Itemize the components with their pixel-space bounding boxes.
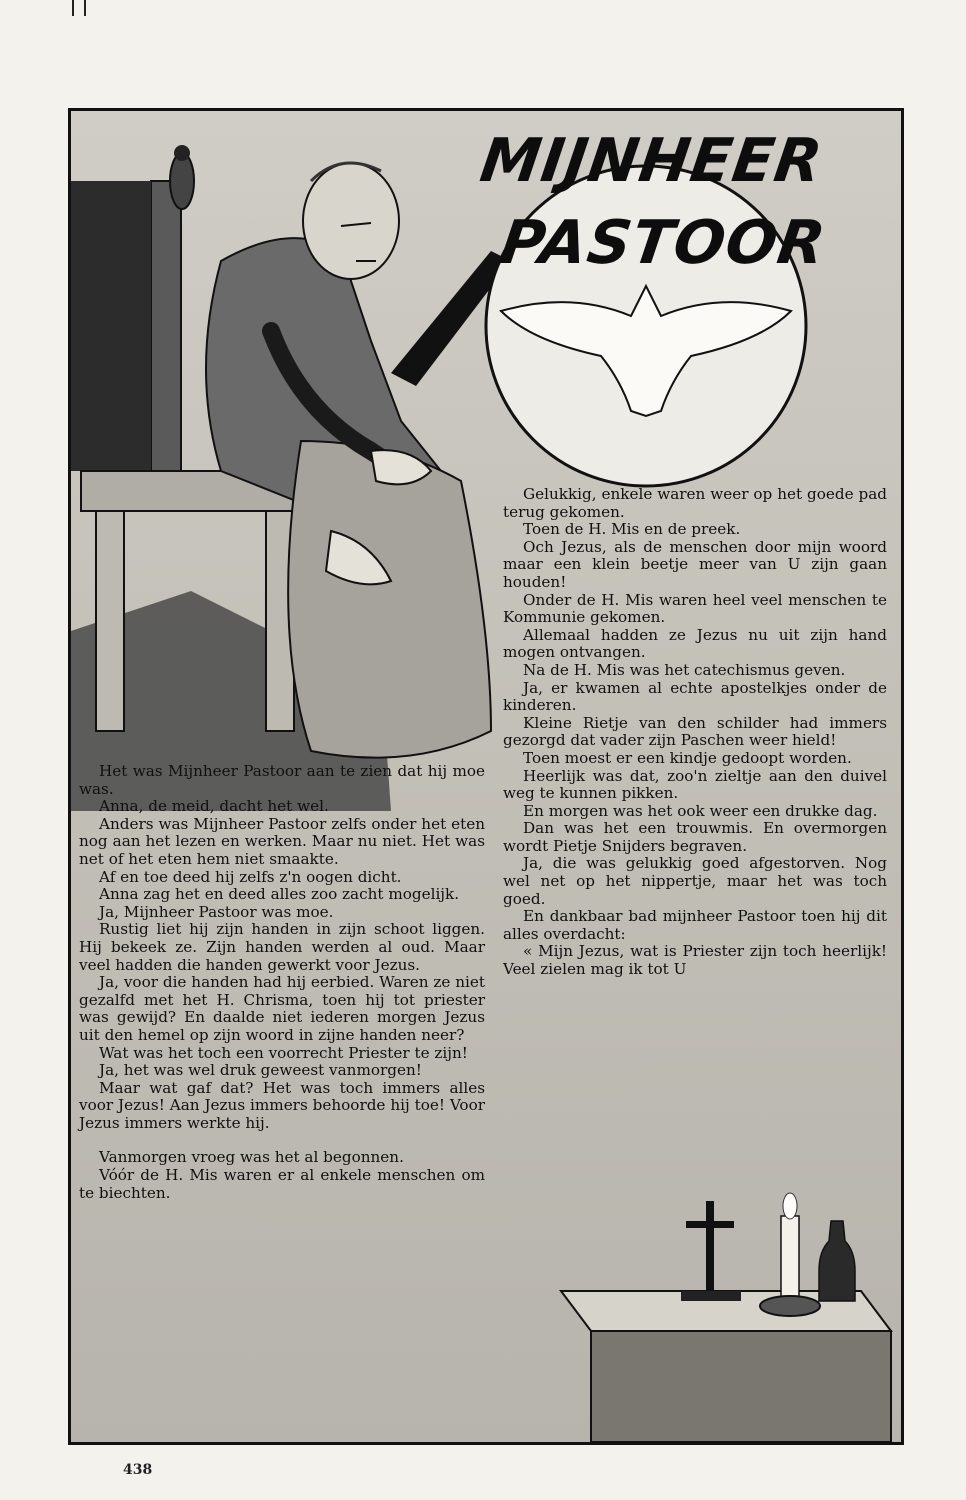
crucifix-base — [681, 1291, 741, 1301]
paragraph: Maar wat gaf dat? Het was toch immers alles voor Jezus! Aan Jezus immers behoorde hij toe! Voor Jezus immers werkte hij. — [79, 1078, 485, 1132]
paragraph: Ja, voor die handen had hij eerbied. Waren ze niet gezalfd met het H. Chrisma, toen hij tot priester was gewijd? En daalde niet iederen morgen Jezus uit den hemel op zijn woord in zijne handen neer? — [79, 973, 485, 1044]
candle — [781, 1216, 799, 1306]
bottle — [819, 1221, 855, 1301]
article-title — [476, 126, 891, 286]
pastor-robe-lap — [288, 441, 491, 758]
paragraph: Na de H. Mis was het catechismus geven. — [523, 660, 846, 679]
chair-leg-back — [96, 511, 124, 731]
candle-holder — [760, 1296, 820, 1316]
paragraph: Rustig liet hij zijn handen in zijn schoot liggen. Hij bekeek ze. Zijn handen werden al oud. Maar veel hadden die handen gewerkt voor Jezus. — [79, 920, 485, 974]
text-column-left — [79, 763, 485, 1202]
paragraph: Vóór de H. Mis waren er al enkele menschen om te biechten. — [79, 1166, 485, 1202]
table-front — [591, 1331, 891, 1442]
text-column-right — [503, 486, 887, 979]
corner-mark — [72, 0, 86, 16]
chair-upholstery — [71, 181, 151, 471]
paragraph: Kleine Rietje van den schilder had immers gezorgd dat vader zijn Paschen weer hield! — [503, 713, 887, 750]
paragraph: Onder de H. Mis waren heel veel menschen te Kommunie gekomen. — [503, 590, 887, 627]
crucifix-post — [706, 1201, 714, 1296]
paragraph: Och Jezus, als de menschen door mijn woord maar een klein beetje meer van U zijn gaan houden! — [503, 537, 887, 591]
paragraph: Toen moest er een kindje gedoopt worden. — [523, 748, 852, 767]
paragraph: Anders was Mijnheer Pastoor zelfs onder het eten nog aan het lezen en werken. Maar nu niet. Het was net of het eten hem niet smaakte. — [79, 814, 485, 868]
candle-flame-icon — [783, 1193, 797, 1219]
paragraph: Anna, de meid, dacht het wel. — [99, 797, 329, 816]
chair-back-post — [151, 181, 181, 471]
pastor-head — [303, 163, 399, 279]
paragraph: Af en toe deed hij zelfs z'n oogen dicht. — [99, 867, 402, 886]
paragraph: Allemaal hadden ze Jezus nu uit zijn hand mogen ontvangen. — [503, 625, 887, 662]
paragraph: Toen de H. Mis en de preek. — [523, 520, 741, 539]
paragraph: Ja, het was wel druk geweest vanmorgen! — [99, 1061, 422, 1080]
chair-knob — [174, 145, 190, 161]
paragraph: Anna zag het en deed alles zoo zacht mogelijk. — [99, 885, 460, 904]
paragraph: Ja, er kwamen al echte apostelkjes onder de kinderen. — [503, 678, 887, 715]
paragraph: Wat was het toch een voorrecht Priester te zijn! — [99, 1043, 468, 1062]
paragraph: Ja, die was gelukkig goed afgestorven. Nog wel net op het nippertje, maar het was toch goed. — [503, 854, 887, 908]
paragraph: En dankbaar bad mijnheer Pastoor toen hij dit alles overdacht: — [503, 907, 887, 943]
page-number: 438 — [123, 1462, 153, 1478]
paragraph: Het was Mijnheer Pastoor aan te zien dat hij moe was. — [79, 762, 485, 798]
paragraph: Ja, Mijnheer Pastoor was moe. — [99, 902, 334, 921]
paragraph: Dan was het een trouwmis. En overmorgen wordt Pietje Snijders begraven. — [503, 819, 887, 855]
page-frame — [68, 108, 904, 1445]
paragraph: Vanmorgen vroeg was het al begonnen. — [99, 1148, 404, 1167]
paragraph: En morgen was het ook weer een drukke dag. — [523, 801, 878, 820]
title-line-1: MIJNHEER — [476, 126, 827, 196]
paragraph: Heerlijk was dat, zoo'n zieltje aan den duivel weg te kunnen pikken. — [503, 766, 887, 803]
chair-finial — [170, 153, 194, 209]
paragraph: « Mijn Jezus, wat is Priester zijn toch heerlijk! Veel zielen mag ik tot U — [503, 942, 887, 979]
title-line-2: PASTOOR — [496, 208, 831, 278]
crucifix-bar — [686, 1221, 734, 1228]
paragraph: Gelukkig, enkele waren weer op het goede pad terug gekomen. — [503, 485, 887, 521]
